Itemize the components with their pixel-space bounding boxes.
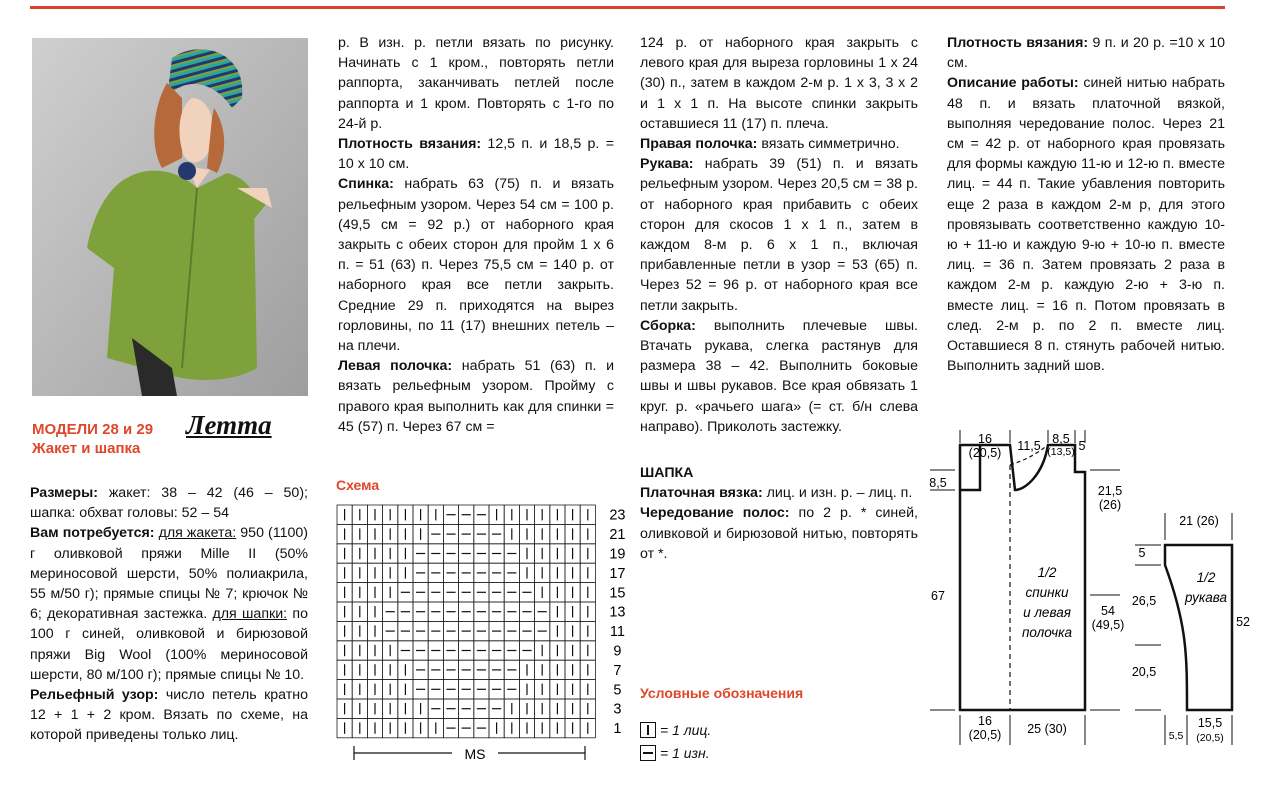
- assembly-text: выполнить плечевые швы. Втачать рукава, слегка растянув для размера 38 – 42. Выполнить боковые швы и швы рукавов. Все края обвязать 1 круг. р. «рачьего шага» (= ст. б/н слева направо). Приколоть застежку.: [640, 317, 918, 435]
- body-label-line-4: полочка: [1021, 625, 1073, 640]
- dim-bottom-left-alt: (20,5): [968, 728, 1002, 742]
- legend-knit: [640, 722, 711, 738]
- dim-armhole-depth-alt: (26): [1098, 498, 1122, 512]
- col2-intro: р. В изн. р. петли вязать по рисунку. Начинать с 1 кром., повторять петли раппорта, заканчивать петлей после раппорта и 1 кром. Повторять с 1-го по 24-й р.: [338, 35, 614, 132]
- model-title-block: [32, 420, 153, 458]
- hat-density-text: 9 п. и 20 р. =10 х 10 см.: [947, 35, 1225, 72]
- density-text: 12,5 п. и 18,5 р. = 10 х 10 см.: [338, 136, 614, 173]
- sleeve-total-height: 52: [1236, 615, 1250, 629]
- model-subtitle: Жакет и шапка: [32, 440, 141, 457]
- body-label-line-2: спинки: [1025, 585, 1069, 600]
- row-number: 7: [613, 662, 622, 679]
- back-text: набрать 63 (75) п. и вязать рельефным узором. Через 54 см = 100 р. (49,5 см = 92 р.) от наборного края закрыть с обеих сторон для пройм 1 х 6 п. = 51 (63) п. Через 75,5 см = 140 р. от наборного края все петли закрыть. Средние 29 п. приходятся на вырез горловины, по 11 (17) внешних петель – на плечи.: [338, 176, 614, 355]
- column-4-text: [947, 33, 1225, 376]
- repeat-label: MS: [464, 746, 486, 762]
- sleeve-upper-height: 26,5: [1131, 594, 1157, 608]
- left-front-text: набрать 51 (63) п. и вязать рельефным узором. Пройму с правого края выполнить как для спинки = 45 (57) п. Через 67 см =: [338, 358, 614, 435]
- row-number: 23: [609, 507, 626, 524]
- relief-text: число петель кратно 12 + 1 + 2 кром. Вязать по схеме, на которой приведены только лиц.: [30, 687, 308, 744]
- row-number: 1: [613, 721, 622, 738]
- legend-title: Условные обозначения: [640, 685, 804, 701]
- sleeve-top-drop: 5: [1138, 546, 1146, 560]
- dim-armhole-depth: 21,5: [1097, 484, 1123, 498]
- sleeve-text: набрать 39 (51) п. и вязать рельефным узором. Через 20,5 см = 38 р. от наборного края прибавить с обеих сторон для скосов 1 х 1 п., затем в каждом 8-м р. 6 х 1 п., включая прибавленные петли в узор = 53 (65) п. Через 52 = 96 р. от наборного края все петли закрыть.: [640, 156, 918, 314]
- dim-shoulder-drop: 5: [1078, 439, 1086, 453]
- row-number: 19: [609, 546, 626, 563]
- row-number: 5: [613, 682, 622, 699]
- jacket-label: для жакета:: [158, 525, 237, 542]
- knitting-chart: [334, 502, 624, 772]
- column-2-text: [338, 33, 614, 437]
- body-label-line-3: и левая: [1023, 605, 1071, 620]
- dim-total-height: 67: [931, 589, 945, 603]
- dim-shoulder-alt: (13,5): [1047, 446, 1075, 458]
- right-front-text: вязать симметрично.: [757, 136, 900, 153]
- body-pattern: [929, 430, 1124, 745]
- dim-bottom-left: 16: [978, 714, 992, 728]
- legend-knit-text: = 1 лиц.: [660, 722, 712, 738]
- sleeve-label-line-1: 1/2: [1196, 570, 1216, 585]
- knit-symbol-icon: [640, 722, 656, 738]
- assembly-label: Сборка:: [640, 317, 696, 334]
- work-text: синей нитью набрать 48 п. и вязать платочной вязкой, выполняя чередование полос. Через 21 см = 42 р. от наборного края провязать для формы каждую 11-ю и 12-ю п. вместе лиц. = 44 п. Такие убавления повторить еще 2 раза в каждом 2-м р, для этого провязывать соответственно каждую 10-ю + 11-ю и каждую 9-ю + 10-ю п. вместе лиц. = 36 п. Затем провязать 2 раза в каждом 2-м р. каждую 2-ю + 3-ю п. вместе лиц. = 16 п. Потом провязать в след. 2-м р. по 2 п. вместе лиц. Оставшиеся 8 п. стянуть рабочей нитью. Выполнить задний шов.: [947, 75, 1225, 375]
- row-number: 11: [609, 624, 625, 641]
- materials-text: [30, 483, 308, 746]
- work-label: Описание работы:: [947, 75, 1079, 92]
- top-accent-bar: [30, 6, 1225, 9]
- model-title: МОДЕЛИ 28 и 29: [32, 421, 154, 438]
- left-front-label: Левая полочка:: [338, 358, 453, 375]
- dim-top-width: 16: [978, 432, 992, 446]
- schema-title: Схема: [336, 477, 380, 493]
- relief-label: Рельефный узор:: [30, 687, 159, 704]
- col3-intro: 124 р. от наборного края закрыть с левого края для выреза горловины 1 х 24 (30) п., затем в каждом 2-м р. 1 х 3, 3 х 2 и 1 х 1 п. На высоте спинки закрыть оставшиеся 11 (17) п. плеча.: [640, 35, 918, 132]
- body-label-line-1: 1/2: [1037, 565, 1057, 580]
- model-photo: [32, 38, 308, 396]
- column-3-text: [640, 33, 918, 564]
- hat-section-title: ШАПКА: [640, 465, 694, 482]
- sleeve-bottom-width: 15,5: [1197, 716, 1223, 730]
- hat-label: для шапки:: [212, 606, 288, 623]
- dim-bottom-right: 25 (30): [1027, 722, 1067, 736]
- row-number: 9: [613, 643, 622, 660]
- sleeve-label: Рукава:: [640, 156, 694, 173]
- dim-top-width-alt: (20,5): [968, 446, 1002, 460]
- right-front-label: Правая полочка:: [640, 136, 758, 153]
- sleeve-label-line-2: рукава: [1185, 590, 1227, 605]
- hat-density-label: Плотность вязания:: [947, 35, 1089, 51]
- chart-row-numbers: [609, 508, 625, 737]
- sleeve-bottom-width-alt: (20,5): [1196, 732, 1224, 744]
- purl-symbol-icon: [640, 745, 656, 761]
- row-number: 3: [613, 701, 622, 718]
- density-label: Плотность вязания:: [338, 136, 482, 153]
- sizes-text: жакет: 38 – 42 (46 – 50); шапка: обхват головы: 52 – 54: [30, 485, 308, 522]
- stockinette-label: Платочная вязка:: [640, 485, 763, 502]
- dim-neck: 11,5: [1017, 439, 1041, 453]
- sizes-label: Размеры:: [30, 485, 98, 501]
- stripes-text: по 2 р. * синей, оливковой и бирюзовой нитью, повторять от *.: [640, 505, 919, 562]
- row-number: 15: [609, 585, 626, 602]
- dim-armhole-drop: 8,5: [929, 476, 947, 490]
- need-label: Вам потребуется:: [30, 525, 155, 542]
- row-number: 17: [609, 565, 626, 582]
- back-label: Спинка:: [338, 176, 394, 193]
- legend-purl-text: = 1 изн.: [660, 745, 710, 761]
- hat-text: по 100 г синей, оливковой и бирюзовой пряжи Big Wool (100% мериносовой шерсти, 80 м/100 г); прямые спицы № 10.: [30, 606, 308, 683]
- legend-purl: [640, 745, 710, 761]
- repeat-marker: [354, 746, 585, 762]
- dim-side-height-alt: (49,5): [1091, 618, 1125, 632]
- row-number: 13: [609, 604, 626, 621]
- jacket-text: 950 (1100) г оливковой пряжи Mille II (50% мериносовой шерсти, 50% полиакрила, 55 м/50 г); прямые спицы № 7; крючок № 6; декоративная застежка.: [30, 525, 308, 623]
- sleeve-lower-height: 20,5: [1131, 665, 1157, 679]
- stockinette-text: лиц. и изн. р. – лиц. п.: [762, 485, 913, 502]
- chart-grid: [337, 505, 595, 738]
- dim-side-height: 54: [1101, 604, 1115, 618]
- brand-logo: Летта: [186, 410, 272, 440]
- sleeve-pattern: [1132, 513, 1250, 745]
- pattern-diagrams: [925, 425, 1250, 755]
- sleeve-top-width: 21 (26): [1179, 514, 1219, 528]
- row-number: 21: [609, 527, 626, 544]
- dim-shoulder: 8,5: [1052, 432, 1070, 446]
- stripes-label: Чередование полос:: [640, 505, 790, 522]
- sleeve-bottom-offset: 5,5: [1168, 730, 1184, 742]
